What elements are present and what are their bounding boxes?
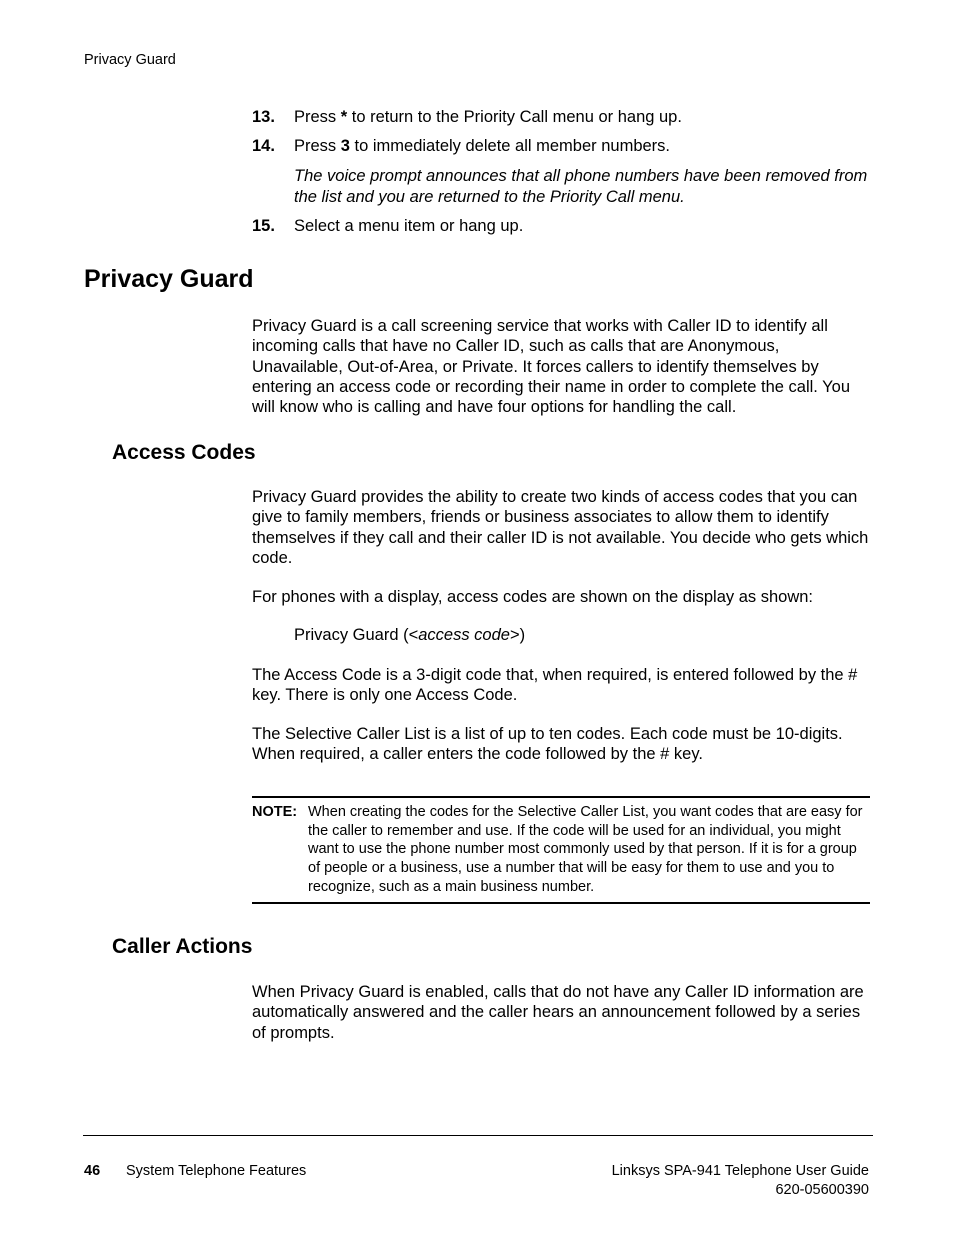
- subsection-title-access-codes: Access Codes: [112, 441, 256, 464]
- step-text-pre: Press: [294, 108, 341, 126]
- access-codes-paragraph-2: For phones with a display, access codes are shown on the display as shown:: [252, 588, 813, 606]
- step-text-post: to immediately delete all member numbers.: [349, 137, 671, 155]
- section-title-privacy-guard: Privacy Guard: [84, 265, 254, 293]
- note-label: NOTE:: [252, 804, 298, 820]
- step-number: 14.: [252, 137, 275, 155]
- step-key: *: [340, 108, 348, 126]
- step-text-post: to return to the Priority Call menu or hang up.: [347, 108, 682, 126]
- footer-doc-number: 620-05600390: [775, 1182, 869, 1198]
- note-top-rule: [252, 796, 870, 798]
- note-bottom-rule: [252, 902, 870, 904]
- step-number: 15.: [252, 217, 275, 235]
- footer-guide-title: Linksys SPA-941 Telephone User Guide: [611, 1163, 869, 1179]
- footer-doc-info: [612, 1162, 869, 1200]
- step-13: [252, 107, 682, 127]
- footer-rule: [83, 1135, 873, 1136]
- display-variable: access code: [418, 626, 510, 644]
- step-14-result: The voice prompt announces that all phone numbers have been removed from the list and you are returned to the Priority Call menu.: [294, 167, 868, 206]
- display-suffix: >): [509, 626, 526, 644]
- step-text-pre: Press: [294, 137, 341, 155]
- step-text: Select a menu item or hang up.: [294, 217, 524, 235]
- running-head: Privacy Guard: [84, 52, 176, 68]
- access-codes-paragraph-4: The Selective Caller List is a list of up to ten codes. Each code must be 10-digits. When required, a caller enters the code followed by the # key.: [252, 725, 843, 764]
- subsection-title-caller-actions: Caller Actions: [112, 935, 253, 958]
- display-example: [294, 626, 525, 645]
- page-number: 46: [84, 1163, 101, 1179]
- footer-section: System Telephone Features: [126, 1163, 307, 1179]
- access-codes-paragraph-1: Privacy Guard provides the ability to create two kinds of access codes that you can give to family members, friends or business associates to allow them to identify themselves if they call and their caller ID is not available. You decide who gets which code.: [252, 488, 869, 567]
- privacy-guard-intro: Privacy Guard is a call screening service that works with Caller ID to identify all incoming calls that have no Caller ID, such as calls that are Anonymous, Unavailable, Out-of-Area, or Private. It forces callers to identify themselves by entering an access code or recording their name in order to complete the call. You will know who is calling and have four options for handling the call.: [252, 317, 851, 417]
- step-15: [252, 216, 523, 236]
- step-14: [252, 136, 670, 156]
- step-number: 13.: [252, 108, 275, 126]
- step-key: 3: [340, 137, 350, 155]
- access-codes-paragraph-3: The Access Code is a 3-digit code that, when required, is entered followed by the # key. There is only one Access Code.: [252, 666, 858, 705]
- note-text: When creating the codes for the Selective Caller List, you want codes that are easy for the caller to remember and use. If the code will be used for an individual, you might want to use the phone number most commonly used by that person. If it is for a group of people or a business, use a number that will be easy for them to use and you to recognize, such as a main business number.: [308, 804, 863, 895]
- display-prefix: Privacy Guard (<: [294, 626, 419, 644]
- caller-actions-paragraph-1: When Privacy Guard is enabled, calls that do not have any Caller ID information are automatically answered and the caller hears an announcement followed by a series of prompts.: [252, 983, 864, 1042]
